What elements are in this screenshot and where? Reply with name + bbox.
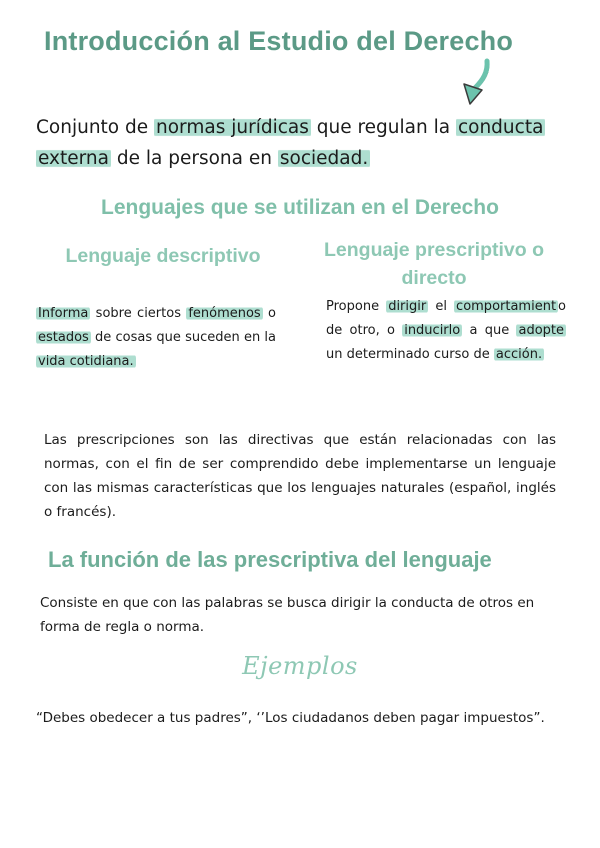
highlight-fenomenos: fenómenos [188, 306, 261, 321]
prescriptions-paragraph: Las prescripciones son las directivas que están relacionadas con las normas, con el fin de ser comprendido debe implementarse un lenguaje con las mismas características que los lenguajes naturales (español, inglés o francés). [44, 432, 556, 520]
languages-heading: Lenguajes que se utilizan en el Derecho [101, 196, 499, 219]
highlight-comportamiento: comportamient [456, 299, 557, 314]
highlight-sociedad: sociedad. [279, 148, 369, 169]
function-heading: La función de las prescriptiva del lenguaje [48, 547, 492, 572]
examples-text: “Debes obedecer a tus padres”, ‘’Los ciudadanos deben pagar impuestos”. [36, 710, 545, 726]
highlight-accion: acción. [495, 347, 543, 362]
page-title: Introducción al Estudio del Derecho [44, 26, 514, 56]
function-text: Consiste en que con las palabras se busca dirigir la conducta de otros en forma de regla o norma. [40, 595, 535, 635]
highlight-externa: externa [38, 148, 109, 169]
highlight-adopte: adopte [518, 323, 565, 338]
highlight-conducta: conducta [457, 117, 544, 138]
highlight-normas: normas jurídicas [156, 117, 309, 138]
highlight-estados: estados [38, 330, 89, 345]
highlight-informa: Informa [38, 306, 89, 321]
definition-text: Conjunto de normas jurídicas que regulan la conducta externa de la persona en sociedad. [36, 117, 544, 169]
examples-heading: Ejemplos [242, 652, 358, 680]
highlight-dirigir: dirigir [388, 299, 427, 314]
prescriptive-heading: Lenguaje prescriptivo o directo [324, 239, 544, 289]
highlight-inducirlo: inducirlo [404, 323, 461, 338]
descriptive-heading: Lenguaje descriptivo [65, 245, 261, 267]
prescriptive-text: Propone dirigir el comportamient o de otro, o inducirlo a que adopte un determinado curso de acción. [326, 299, 567, 362]
curved-arrow-down-icon [458, 58, 498, 108]
descriptive-text: Informa sobre ciertos fenómenos o estados de cosas que suceden en la vida cotidiana. [38, 306, 276, 369]
highlight-vida-cotidiana: vida cotidiana. [38, 354, 134, 369]
